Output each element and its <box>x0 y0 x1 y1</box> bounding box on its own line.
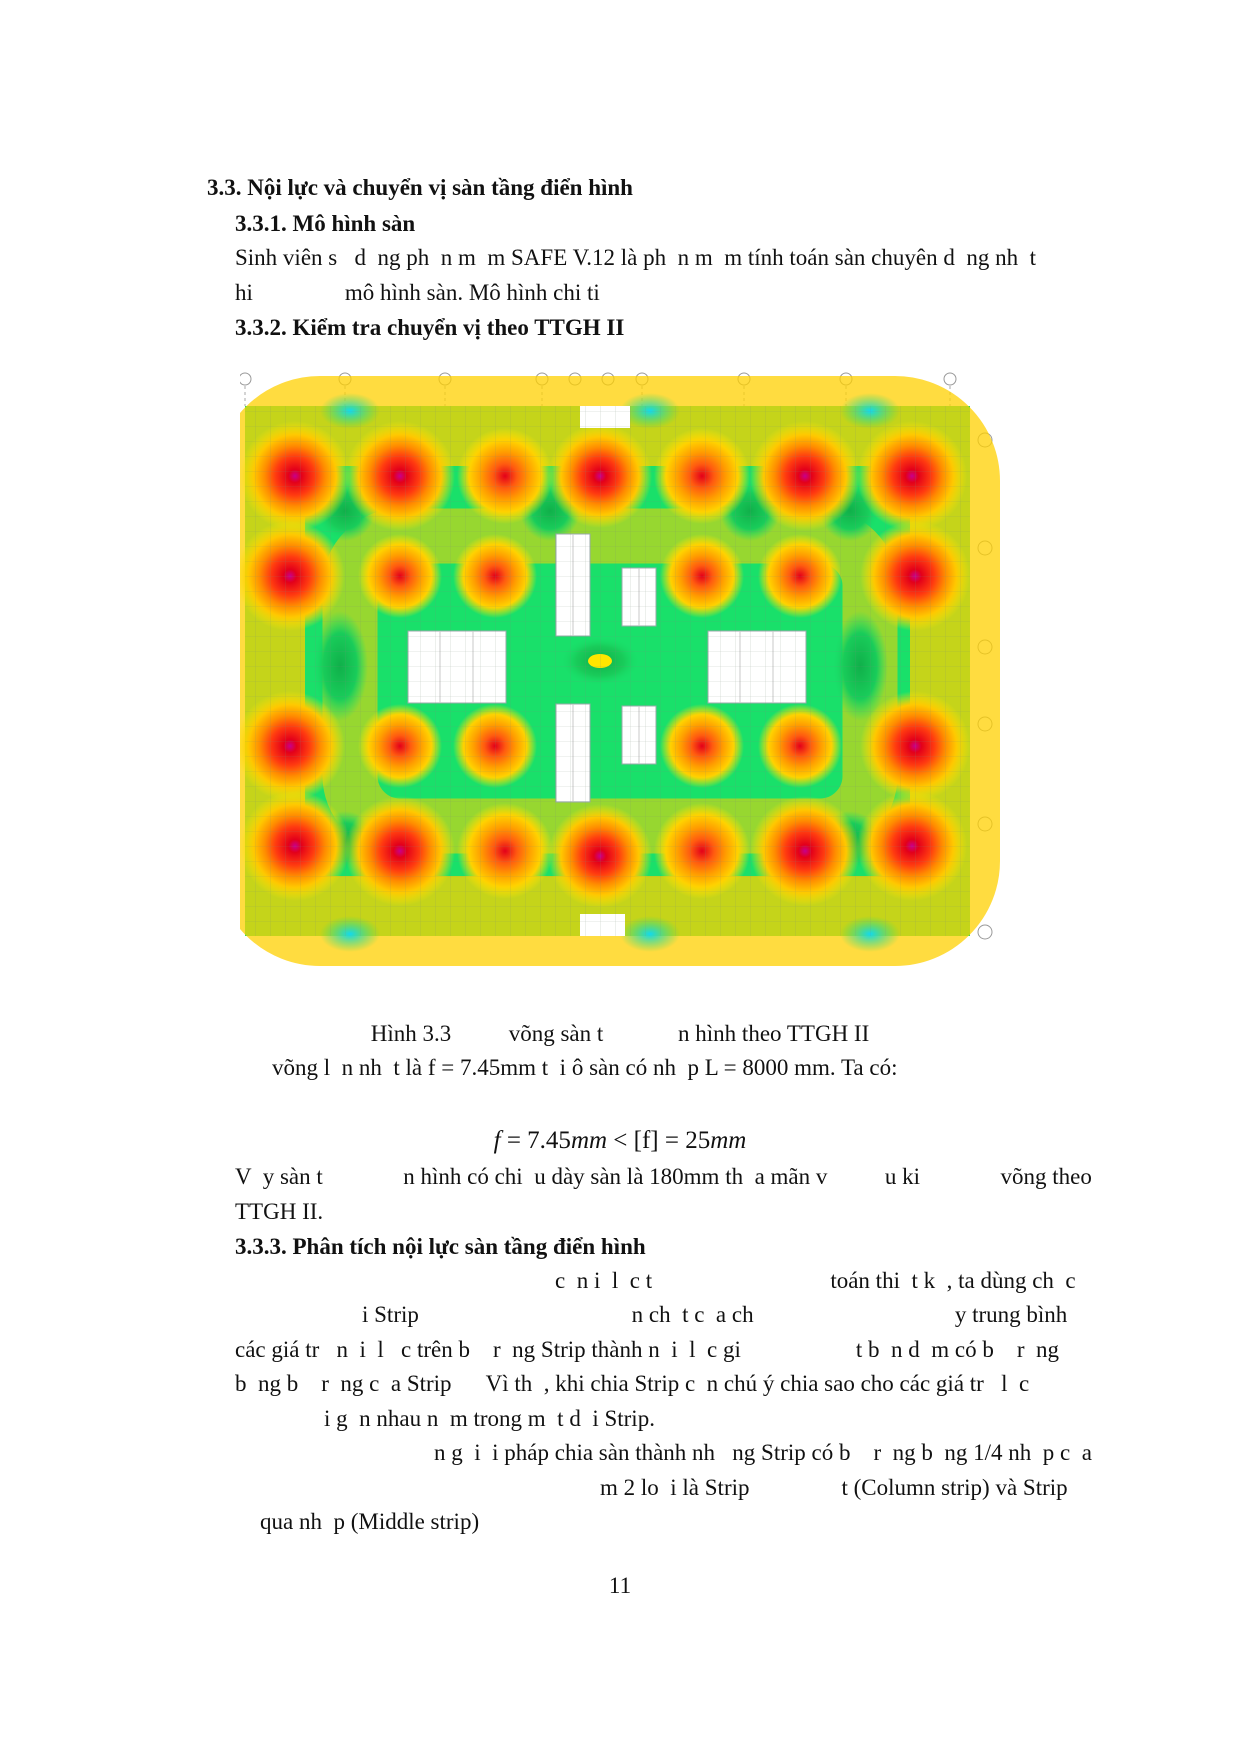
formula-f: f <box>493 1127 501 1154</box>
paragraph-line: n g i i pháp chia sàn thành nh ng Strip có b r ng b ng 1/4 nh p c a <box>434 1440 1092 1465</box>
paragraph-line: hi mô hình sàn. Mô hình chi ti <box>235 280 600 305</box>
paragraph-line: TTGH II. <box>235 1199 324 1224</box>
page-number: 11 <box>608 1573 632 1598</box>
formula-bracket-f: [f] <box>633 1127 659 1154</box>
paragraph-line: Sinh viên s d ng ph n m m SAFE V.12 là ph n m m tính toán sàn chuyên d ng nh t <box>235 245 1036 270</box>
paragraph-line: V y sàn t n hình có chi u dày sàn là 180mm th a mãn v u ki võng theo <box>235 1164 1092 1189</box>
formula-eq: = 7.45 <box>500 1127 571 1154</box>
paragraph-line: i g n nhau n m trong m t d i Strip. <box>324 1406 655 1431</box>
subsection-heading-3-3-3: 3.3.3. Phân tích nội lực sàn tầng điển hình <box>235 1234 646 1259</box>
paragraph-line: c n i l c t toán thi t k , ta dùng ch c <box>555 1268 1076 1293</box>
formula-lt: < <box>607 1127 634 1154</box>
paragraph-line: các giá tr n i l c trên b r ng Strip thành n i l c gi t b n d m có b r ng <box>235 1337 1060 1362</box>
paragraph-line: i Strip n ch t c a ch y trung bình <box>362 1302 1068 1327</box>
slab-field <box>240 393 970 952</box>
paragraph-line: m 2 lo i là Strip t (Column strip) và Strip <box>600 1475 1068 1500</box>
subsection-heading-3-3-1: 3.3.1. Mô hình sàn <box>235 211 416 236</box>
paragraph-line: qua nh p (Middle strip) <box>260 1509 480 1534</box>
figure-caption: Hình 3.3 võng sàn t n hình theo TTGH II <box>370 1021 870 1046</box>
contour-plot <box>240 366 1070 1016</box>
deflection-formula <box>0 1126 1240 1156</box>
formula-unit-2: mm <box>710 1127 747 1154</box>
section-heading-3-3: 3.3. Nội lực và chuyển vị sàn tầng điển hình <box>207 175 633 200</box>
paragraph-line: võng l n nh t là f = 7.45mm t i ô sàn có nh p L = 8000 mm. Ta có: <box>272 1055 898 1080</box>
slab-deflection-contour-figure <box>240 366 1070 1016</box>
formula-unit-1: mm <box>570 1127 608 1154</box>
paragraph-line: b ng b r ng c a Strip Vì th , khi chia Strip c n chú ý chia sao cho các giá tr l c <box>235 1371 1030 1396</box>
formula-rhs: = 25 <box>658 1127 711 1154</box>
subsection-heading-3-3-2: 3.3.2. Kiểm tra chuyển vị theo TTGH II <box>235 315 625 340</box>
